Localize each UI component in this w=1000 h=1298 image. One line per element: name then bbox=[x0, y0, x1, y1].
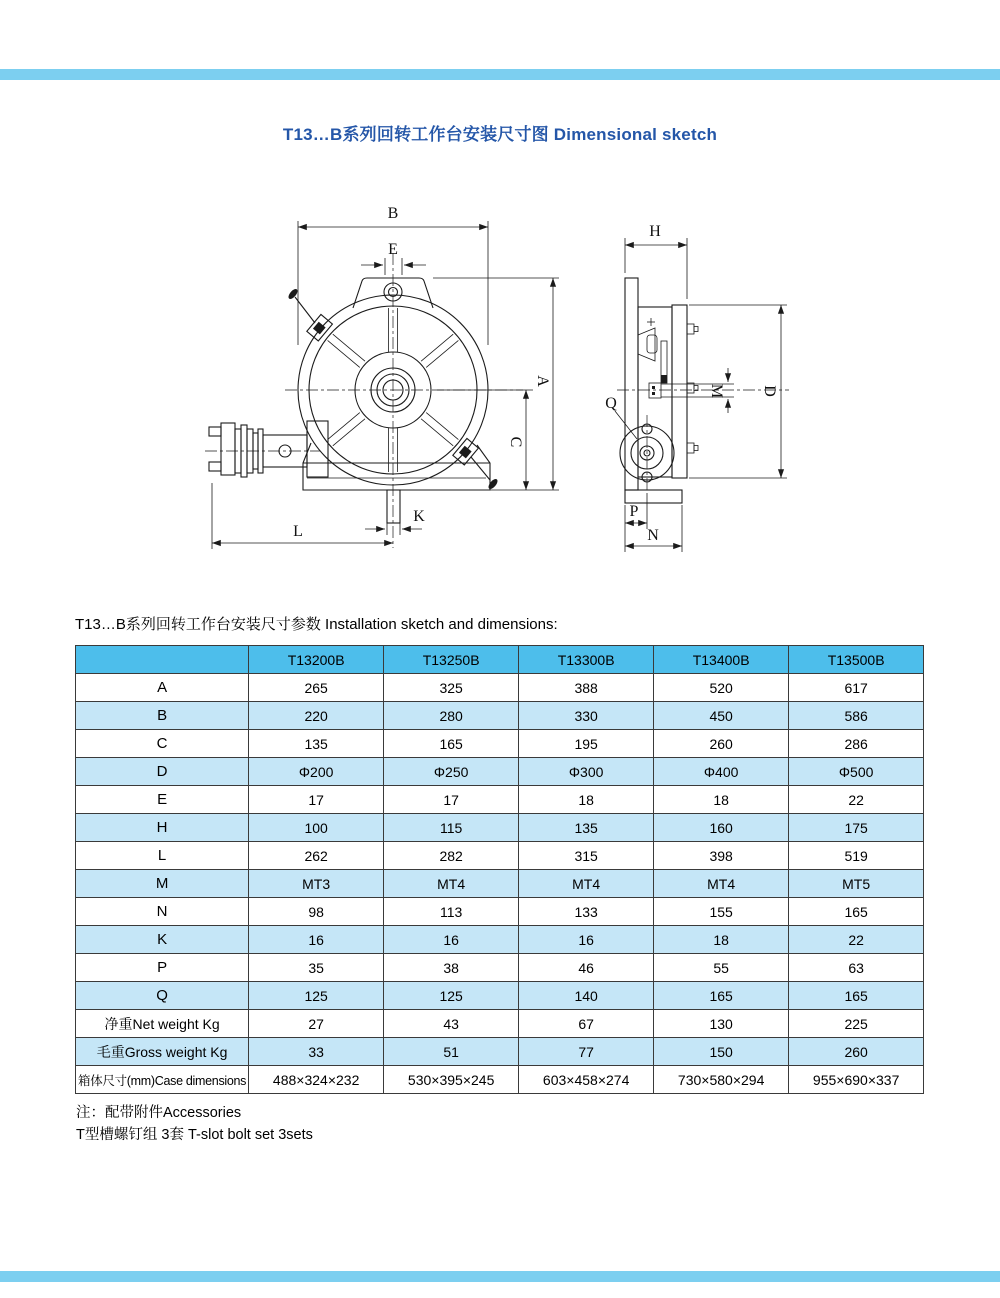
table-title: T13…B系列回转工作台安装尺寸参数 Installation sketch and dimensions: bbox=[75, 616, 558, 633]
table-row-m bbox=[76, 870, 924, 898]
table-header-row bbox=[76, 646, 924, 674]
row-label: D bbox=[76, 758, 249, 786]
row-label: 毛重Gross weight Kg bbox=[76, 1038, 249, 1066]
table-row-p bbox=[76, 954, 924, 982]
clamp-handle-right bbox=[453, 438, 499, 490]
cell: 51 bbox=[384, 1038, 519, 1066]
cell: 115 bbox=[384, 814, 519, 842]
cell: 280 bbox=[384, 702, 519, 730]
dim-label-k: K bbox=[413, 508, 425, 525]
cell: 325 bbox=[384, 674, 519, 702]
front-view bbox=[205, 205, 559, 549]
cell: MT4 bbox=[654, 870, 789, 898]
row-label: M bbox=[76, 870, 249, 898]
cell: 530×395×245 bbox=[384, 1066, 519, 1094]
bottom-accent-bar bbox=[0, 1271, 1000, 1282]
cell: 488×324×232 bbox=[249, 1066, 384, 1094]
cell: 165 bbox=[654, 982, 789, 1010]
cell: Φ200 bbox=[249, 758, 384, 786]
table-row-q bbox=[76, 982, 924, 1010]
header-cell-model-2: T13250B bbox=[384, 646, 519, 674]
cell: 175 bbox=[789, 814, 924, 842]
cell: Φ400 bbox=[654, 758, 789, 786]
cell: 603×458×274 bbox=[519, 1066, 654, 1094]
dim-label-q: Q bbox=[605, 395, 617, 412]
table-row-d bbox=[76, 758, 924, 786]
page-title: T13…B系列回转工作台安装尺寸图 Dimensional sketch bbox=[282, 125, 718, 144]
cell: 260 bbox=[789, 1038, 924, 1066]
cell: 730×580×294 bbox=[654, 1066, 789, 1094]
cell: 155 bbox=[654, 898, 789, 926]
cell: 150 bbox=[654, 1038, 789, 1066]
cell: 282 bbox=[384, 842, 519, 870]
cell: 315 bbox=[519, 842, 654, 870]
dimensions-table bbox=[75, 645, 924, 1094]
dim-label-d: D bbox=[761, 385, 778, 397]
cell: 125 bbox=[249, 982, 384, 1010]
row-label: P bbox=[76, 954, 249, 982]
cell: 100 bbox=[249, 814, 384, 842]
rotary-table-drawing bbox=[185, 195, 805, 573]
cell: 160 bbox=[654, 814, 789, 842]
cell: 63 bbox=[789, 954, 924, 982]
row-label: 箱体尺寸(mm)Case dimensions bbox=[76, 1066, 249, 1094]
cell: 165 bbox=[384, 730, 519, 758]
table-row-e bbox=[76, 786, 924, 814]
table-row-a bbox=[76, 674, 924, 702]
cell: 220 bbox=[249, 702, 384, 730]
table-row-l bbox=[76, 842, 924, 870]
dim-label-p: P bbox=[629, 503, 639, 520]
cell: 519 bbox=[789, 842, 924, 870]
dim-label-a: A bbox=[534, 375, 551, 387]
cell: 27 bbox=[249, 1010, 384, 1038]
row-label: H bbox=[76, 814, 249, 842]
cell: 18 bbox=[654, 786, 789, 814]
table-row-net-weight bbox=[76, 1010, 924, 1038]
dim-label-l: L bbox=[293, 523, 303, 540]
row-label: N bbox=[76, 898, 249, 926]
cell: 225 bbox=[789, 1010, 924, 1038]
cell: 398 bbox=[654, 842, 789, 870]
cell: 388 bbox=[519, 674, 654, 702]
side-view bbox=[605, 223, 789, 552]
row-label: K bbox=[76, 926, 249, 954]
cell: 140 bbox=[519, 982, 654, 1010]
top-accent-bar bbox=[0, 69, 1000, 80]
note-tslot-bolt-set: T型槽螺钉组 3套 T-slot bolt set 3sets bbox=[76, 1127, 313, 1143]
cell: 16 bbox=[384, 926, 519, 954]
cell: 33 bbox=[249, 1038, 384, 1066]
cell: 125 bbox=[384, 982, 519, 1010]
cell: 262 bbox=[249, 842, 384, 870]
cell: 586 bbox=[789, 702, 924, 730]
cell: 18 bbox=[654, 926, 789, 954]
row-label: A bbox=[76, 674, 249, 702]
cell: MT4 bbox=[384, 870, 519, 898]
cell: 98 bbox=[249, 898, 384, 926]
cell: MT5 bbox=[789, 870, 924, 898]
table-row-h bbox=[76, 814, 924, 842]
cell: 955×690×337 bbox=[789, 1066, 924, 1094]
cell: 35 bbox=[249, 954, 384, 982]
table-row-case-dimensions bbox=[76, 1066, 924, 1094]
cell: 17 bbox=[384, 786, 519, 814]
header-cell-model-5: T13500B bbox=[789, 646, 924, 674]
cell: 330 bbox=[519, 702, 654, 730]
cell: 520 bbox=[654, 674, 789, 702]
cell: 135 bbox=[249, 730, 384, 758]
cell: 165 bbox=[789, 982, 924, 1010]
cell: Φ250 bbox=[384, 758, 519, 786]
header-cell-model-1: T13200B bbox=[249, 646, 384, 674]
dim-label-e: E bbox=[388, 241, 398, 258]
cell: 67 bbox=[519, 1010, 654, 1038]
dim-label-n: N bbox=[647, 527, 659, 544]
table-row-c bbox=[76, 730, 924, 758]
dim-label-c: C bbox=[507, 436, 524, 448]
header-cell-model-4: T13400B bbox=[654, 646, 789, 674]
cell: 113 bbox=[384, 898, 519, 926]
cell: 130 bbox=[654, 1010, 789, 1038]
cell: 38 bbox=[384, 954, 519, 982]
header-cell-model-3: T13300B bbox=[519, 646, 654, 674]
cell: 55 bbox=[654, 954, 789, 982]
table-row-k bbox=[76, 926, 924, 954]
cell: 165 bbox=[789, 898, 924, 926]
cell: 133 bbox=[519, 898, 654, 926]
cell: 617 bbox=[789, 674, 924, 702]
row-label: Q bbox=[76, 982, 249, 1010]
row-label: B bbox=[76, 702, 249, 730]
cell: MT4 bbox=[519, 870, 654, 898]
dim-label-b: B bbox=[387, 205, 399, 222]
dimensional-sketch bbox=[185, 195, 805, 573]
cell: MT3 bbox=[249, 870, 384, 898]
cell: 260 bbox=[654, 730, 789, 758]
cell: 195 bbox=[519, 730, 654, 758]
cell: 77 bbox=[519, 1038, 654, 1066]
cell: 22 bbox=[789, 926, 924, 954]
table-row-gross-weight bbox=[76, 1038, 924, 1066]
cell: 43 bbox=[384, 1010, 519, 1038]
cell: 16 bbox=[519, 926, 654, 954]
row-label: L bbox=[76, 842, 249, 870]
cell: 265 bbox=[249, 674, 384, 702]
cell: 286 bbox=[789, 730, 924, 758]
table-row-b bbox=[76, 702, 924, 730]
cell: Φ300 bbox=[519, 758, 654, 786]
cell: 17 bbox=[249, 786, 384, 814]
hand-crank bbox=[209, 421, 328, 477]
dim-label-m: M bbox=[708, 383, 725, 399]
cell: 135 bbox=[519, 814, 654, 842]
cell: 450 bbox=[654, 702, 789, 730]
note-accessories: 注：配带附件Accessories bbox=[76, 1105, 242, 1121]
clamp-handle-left bbox=[287, 287, 333, 340]
cell: 22 bbox=[789, 786, 924, 814]
row-label: C bbox=[76, 730, 249, 758]
row-label: E bbox=[76, 786, 249, 814]
cell: 46 bbox=[519, 954, 654, 982]
cell: 16 bbox=[249, 926, 384, 954]
dim-label-h: H bbox=[649, 223, 661, 240]
cell: 18 bbox=[519, 786, 654, 814]
row-label: 净重Net weight Kg bbox=[76, 1010, 249, 1038]
cell: Φ500 bbox=[789, 758, 924, 786]
header-cell-empty bbox=[76, 646, 249, 674]
table-row-n bbox=[76, 898, 924, 926]
